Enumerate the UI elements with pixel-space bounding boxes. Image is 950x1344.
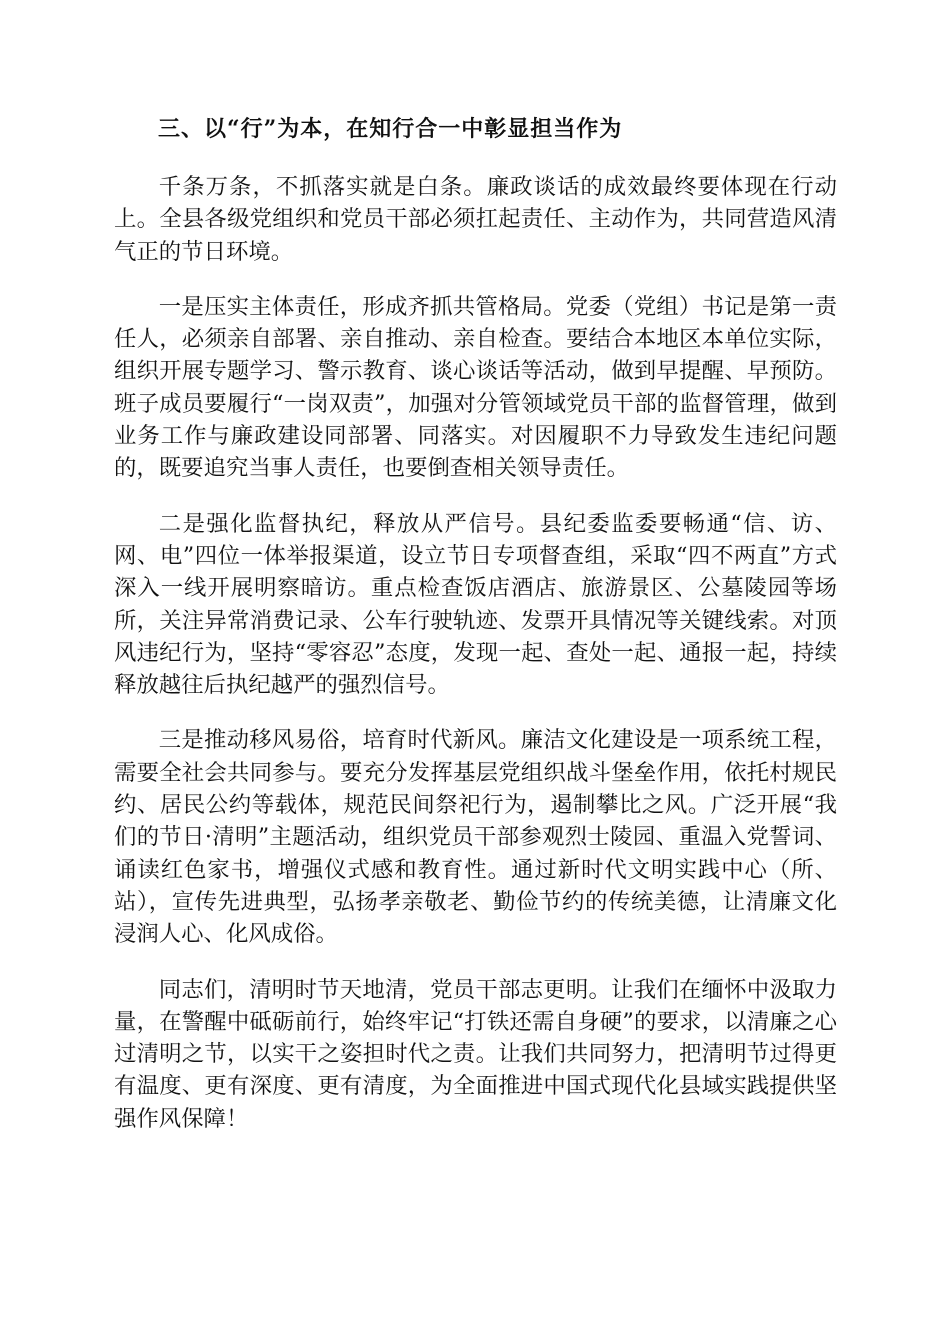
paragraph-supervision: 二是强化监督执纪，释放从严信号。县纪委监委要畅通“信、访、网、电”四位一体举报渠道，设立节日专项督查组，采取“四不两直”方式深入一线开展明察暗访。重点检查饭店酒店、旅游景区、公墓陵园等场所，关注异常消费记录、公车行驶轨迹、发票开具情况等关键线索。对顶风违纪行为，坚持“零容忍”态度，发现一起、查处一起、通报一起，持续释放越往后执纪越严的强烈信号。 <box>114 510 837 699</box>
paragraph-closing: 同志们，清明时节天地清，党员干部志更明。让我们在缅怀中汲取力量，在警醒中砥砺前行，始终牢记“打铁还需自身硬”的要求，以清廉之心过清明之节，以实干之姿担时代之责。让我们共同努力，把清明节过得更有温度、更有深度、更有清度，为全面推进中国式现代化县域实践提供坚强作风保障！ <box>114 976 837 1132</box>
document-page <box>114 104 837 1158</box>
section-heading: 三、以“行”为本，在知行合一中彰显担当作为 <box>158 116 623 142</box>
paragraph-customs: 三是推动移风易俗，培育时代新风。廉洁文化建设是一项系统工程，需要全社会共同参与。要充分发挥基层党组织战斗堡垒作用，依托村规民约、居民公约等载体，规范民间祭祀行为，遏制攀比之风。广泛开展“我们的节日·清明”主题活动，组织党员干部参观烈士陵园、重温入党誓词、诵读红色家书，增强仪式感和教育性。通过新时代文明实践中心（所、站），宣传先进典型，弘扬孝亲敬老、勤俭节约的传统美德，让清廉文化浸润人心、化风成俗。 <box>114 727 837 948</box>
paragraph-intro: 千条万条，不抓落实就是白条。廉政谈话的成效最终要体现在行动上。全县各级党组织和党员干部必须扛起责任、主动作为，共同营造风清气正的节日环境。 <box>114 174 837 265</box>
paragraph-responsibility: 一是压实主体责任，形成齐抓共管格局。党委（党组）书记是第一责任人，必须亲自部署、亲自推动、亲自检查。要结合本地区本单位实际，组织开展专题学习、警示教育、谈心谈话等活动，做到早提醒、早预防。班子成员要履行“一岗双责”，加强对分管领域党员干部的监督管理，做到业务工作与廉政建设同部署、同落实。对因履职不力导致发生违纪问题的，既要追究当事人责任，也要倒查相关领导责任。 <box>114 293 837 482</box>
